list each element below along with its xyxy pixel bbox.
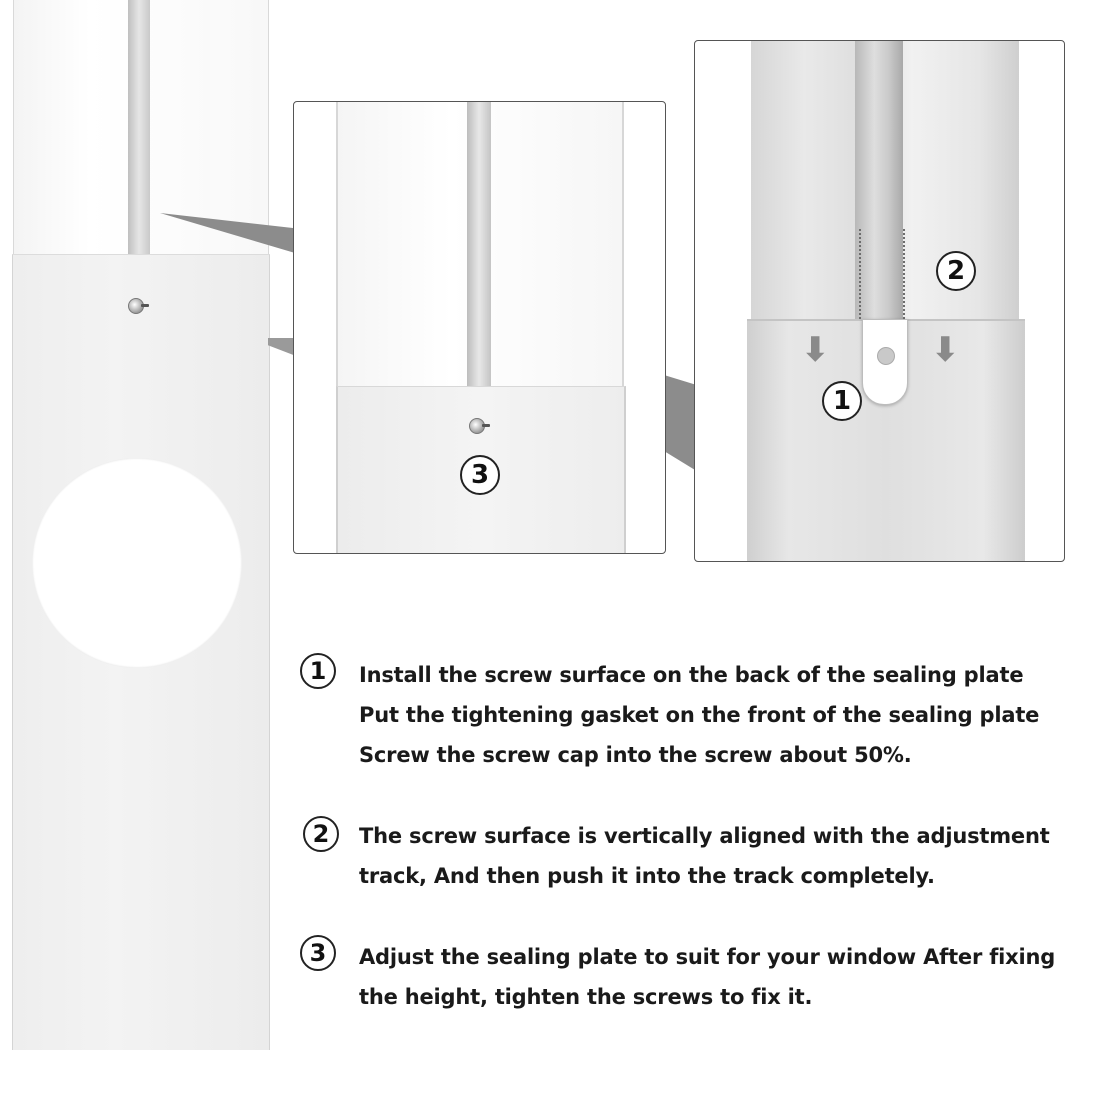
step-number-3: 3 xyxy=(300,935,336,971)
zoom-plate-rail xyxy=(467,102,491,386)
step-1-line-3: Screw the screw cap into the screw about 50%. xyxy=(359,743,912,767)
step-2-line-1: The screw surface is vertically aligned with the adjustment xyxy=(359,824,1050,848)
zoom-detail-track xyxy=(694,40,1065,562)
zoom-detail-screw xyxy=(293,101,666,554)
step-number-2: 2 xyxy=(303,816,339,852)
step-3-line-1: Adjust the sealing plate to suit for your window After fixing xyxy=(359,945,1056,969)
marker-3: 3 xyxy=(460,455,500,495)
arrow-down-icon: ⬇ xyxy=(801,330,830,370)
screw-icon xyxy=(128,298,144,314)
alignment-guide-line xyxy=(903,229,905,319)
step-number-1: 1 xyxy=(300,653,336,689)
step-2-line-2: track, And then push it into the track completely. xyxy=(359,864,935,888)
screw-head-icon xyxy=(877,347,895,365)
screw-icon xyxy=(469,418,485,434)
step-1-line-2: Put the tightening gasket on the front of the sealing plate xyxy=(359,703,1040,727)
callout-pointer xyxy=(664,375,695,470)
step-3-line-2: the height, tighten the screws to fix it. xyxy=(359,985,813,1009)
arrow-down-icon: ⬇ xyxy=(931,330,960,370)
marker-2: 2 xyxy=(936,251,976,291)
step-1-line-1: Install the screw surface on the back of the sealing plate xyxy=(359,663,1024,687)
marker-1: 1 xyxy=(822,381,862,421)
alignment-guide-line xyxy=(859,229,861,319)
exhaust-hose-hole xyxy=(32,458,242,668)
zoom-track-rail xyxy=(855,41,903,319)
sealing-plate-rail xyxy=(128,0,150,255)
callout-pointer xyxy=(268,338,296,356)
